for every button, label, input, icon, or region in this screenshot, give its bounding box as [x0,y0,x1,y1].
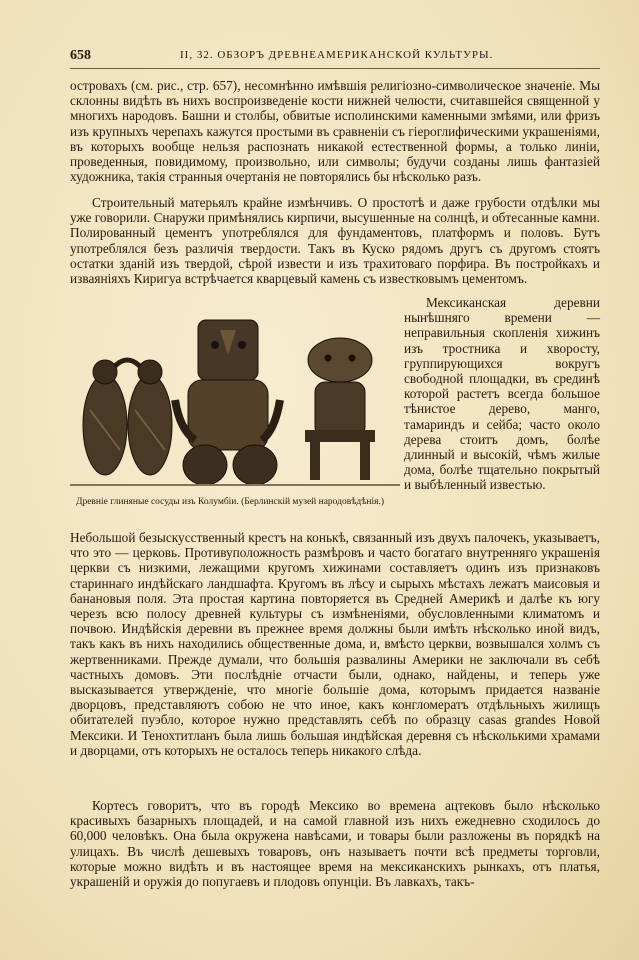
seated-figure-vessel [175,320,280,485]
paragraph-3 [70,530,600,758]
paragraph-1-text: островахъ (см. рис., стр. 657), несомнѣнно имѣвшія религіозно-символическое значеніе. Мы склонны видѣть въ нихъ воспроизведеніе кости нижней челюсти, считавшейся священной у многихъ народовъ. Башни и столбы, обвитые исполинскими каменными змѣями, или фризъ изъ крупныхъ черепахъ кажутся простыми въ сравненіи съ гіероглифическими украшеніями, въ которыхъ вообще нельзя распознать никакой естественной формы, а только линіи, проведенныя, повидимому, произвольно, или символы; будучи созданы лишь фантазіей художника, такія странныя очертанія не повторялись бы нѣсколько разъ. [70,78,600,185]
right-column-text [404,295,600,493]
paragraph-1 [70,78,600,184]
figure-caption: Древніе глиняные сосуды изъ Колумбіи. (Берлинскій музей народовѣдѣнія.) [75,497,385,507]
double-animal-vessel [83,360,172,475]
paragraph-3-text: Небольшой безыскусственный крестъ на конькѣ, связанный изъ двухъ палочекъ, указываетъ, что это — церковь. Противуположность размѣровъ и частo богатаго внутренняго украшенія церкви съ низкими, лежащими кругомъ хижинами составляетъ одинъ изъ признаковъ стариннаго индѣйскаго ландшафта. Кругомъ въ лѣсу и сырыхъ мѣстахъ лежатъ маисовыя и банановыя поля. Эта простая картина повторяется въ Средней Америкѣ и далѣе къ югу черезъ всю полосу древней культуры съ измѣненіями, обусловленными климатомъ и почвою. Индѣйскія деревни въ прежнее время должны были имѣть нѣсколько иной видъ, такъ какъ въ нихъ находились общественные дома, и, вмѣсто церкви, возвышался холмъ съ жертвенниками. Прежде думали, что большія развалины Америки не заключали въ себѣ частныхъ домовъ. Эти послѣдніе отчасти были, однако, найдены, и теперь уже высказывается утвержденіе, что многіе большіе дома, которымъ придается названіе дворцовъ, представляютъ собою не что иное, какъ конгломератъ отдѣльныхъ жилищъ обитателей пуэбло, которое нужно представлять себѣ по образцу casas grandes Новой Мексики. И Тенохтитланъ была лишь большая индѣйская деревня съ нѣсколькими храмами и дворцами, отъ которыхъ не осталось теперь никакого слѣда. [70,530,600,758]
paragraph-2-text [70,195,600,286]
paragraph-2 [70,195,600,286]
clay-vessels-illustration [70,300,400,500]
paragraph-4-text: Кортесъ говоритъ, что въ городѣ Мексико во времена ацтековъ было нѣсколько красивыхъ базарныхъ площадей, и на самой главной изъ нихъ ежедневно сходилось до 60,000 человѣкъ. Она была окружена навѣсами, и товары были разложены въ порядкѣ на улицахъ. Въ числѣ дешевыхъ товаровъ, онъ называетъ почти всѣ предметы торговли, которые можно видѣть и въ настоящее время на мексиканскихъ рынкахъ, отъ платья, украшеній и оружія до попугаевъ и плодовъ опунціи. Въ лавкахъ, такъ- [70,798,600,890]
page-number: 658 [70,48,91,63]
running-head: II, 32. ОБЗОРЪ ДРЕВНЕАМЕРИКАНСКОЙ КУЛЬТУРЫ. [180,49,494,61]
figure-on-stool-vessel [305,338,375,480]
paragraph-2-body: Строительный матерьялъ крайне измѣнчивъ. О простотѣ и даже грубости отдѣлки мы уже говорили. Снаружи примѣнялись кирпичи, высушенные на солнцѣ, и обтесанные камни. Полированный цементъ употреблялся для фундаментовъ, платформъ и половъ. Бутъ употреблялся безъ различія твердости. Такъ въ Куско рядомъ другъ съ другомъ стоятъ остатки зданій изъ твердой, сѣрой извести и изъ трахитоваго порфира. Въ постройкахъ и изваяніяхъ Киригуа встрѣчается кварцевый камень съ известковымъ цементомъ. [70,195,600,287]
paragraph-4 [70,798,600,889]
right-column-paragraph: Мексиканская деревни нынѣшняго времени — неправильныя скопленія хижинъ изъ тростника и хворосту, группирующихся вокругъ свободной площадки, въ срединѣ которой растетъ всегда большое тѣнистое дерево, манго, тамариндъ и сейба; часто около дерева стоитъ домъ, болѣе длинный и высокій, чѣмъ жилые дома, болѣе тщательно покрытый и выбѣленный известью. [404,295,600,493]
page-header [70,48,600,66]
header-rule [70,68,600,69]
